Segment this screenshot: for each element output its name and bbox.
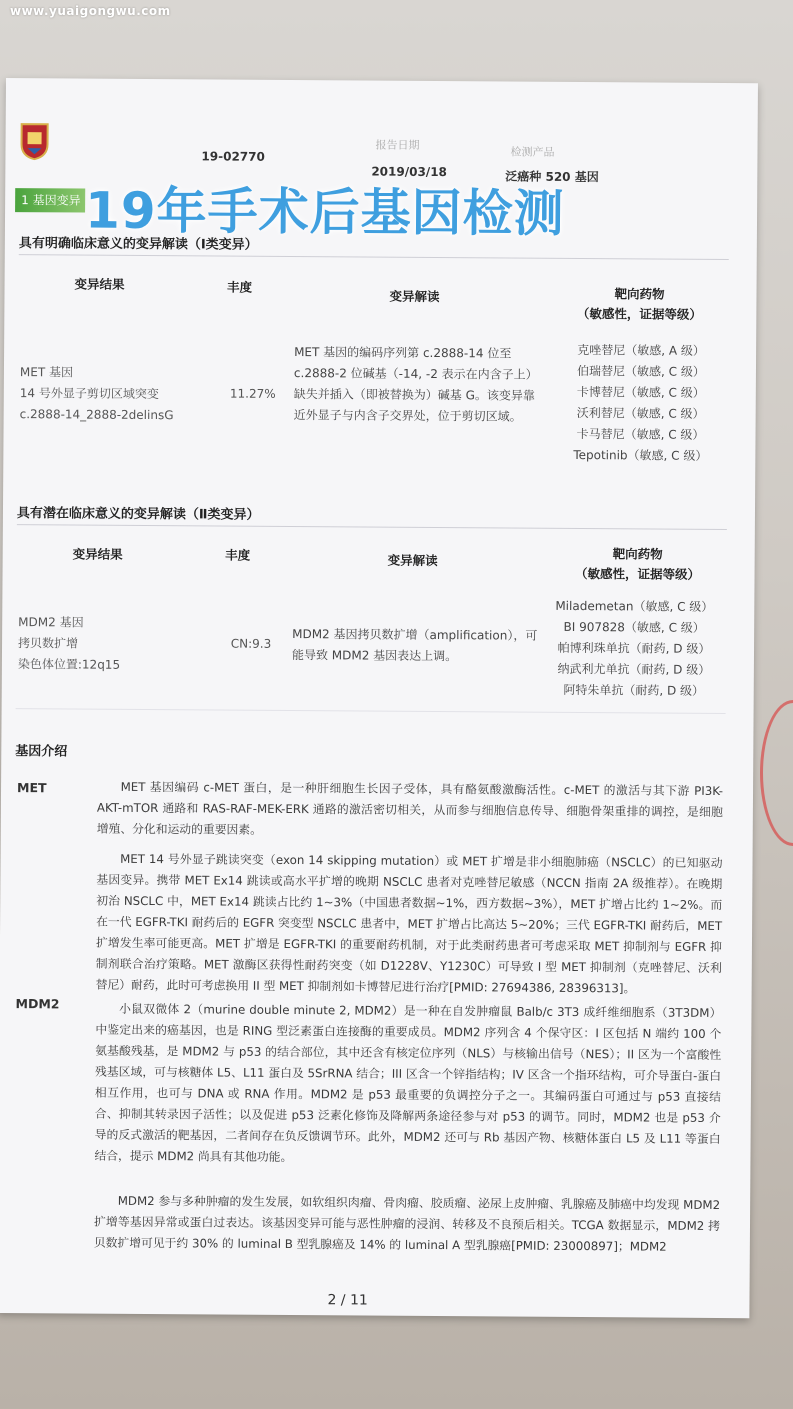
met-paragraph-1: MET 基因编码 c-MET 蛋白，是一种肝细胞生长因子受体，具有酪氨酸激酶活性。c-MET 的激活与其下游 PI3K-AKT-mTOR 通路和 RAS-RAF-MEK-ERK 通路的激活密切相关，从而参与细胞信息传导、细胞骨架重排的调控，是细胞增殖、分化和运动的重要因素。	[96, 779, 724, 837]
gene-label-mdm2: MDM2	[15, 996, 60, 1012]
result-line: MET 基因	[19, 365, 74, 380]
mdm2-paragraph-1: 小鼠双微体 2（murine double minute 2, MDM2）是一种在自发肿瘤鼠 Balb/c 3T3 成纤维细胞系（3T3DM）中鉴定出来的癌基因，也是 RING 型泛素蛋白连接酶的重要成员。MDM2 序列含 4 个保守区：I 区包括 N 端约 100 个氨基酸残基，是 MDM2 与 p53 的结合部位，其中还含有核定位序列（NLS）与核输出信号（NES）；II 区为一个富酸性残基区域，可与核糖体 L5、L11 蛋白及 5SrRNA 结合；III 区含一个锌指结构；IV 区含一个指环结构，可介导蛋白-蛋白相互作用，也可与 DNA 或 RNA 作用。MDM2 是 p53 最重要的负调控分子之一。其编码蛋白可通过与 p53 直接结合、抑制其转录因子活性；以及促进 p53 泛素化修饰及降解两条途径参与对 p53 的调节。同时，MDM2 也是 p53 介导的反式激活的靶基因，二者间存在负反馈调节环。此外，MDM2 还可与 Rb 基因产物、核糖体蛋白 L5 及 L11 等蛋白结合，提示 MDM2 尚具有其他功能。	[94, 1001, 722, 1165]
site-watermark: www.yuaigongwu.com	[10, 4, 171, 18]
overlay-title: 19年手术后基因检测	[84, 181, 565, 243]
class1-interpretation: MET 基因的编码序列第 c.2888-14 位至 c.2888-2 位碱基（-14, -2 表示在内含子上）缺失并插入（即被替换为）碱基 G。该变异靠近外显子与内含子交界处，位于剪切区域。	[293, 345, 538, 424]
result-line: MDM2 基因	[18, 615, 84, 630]
drug-item: 克唑替尼（敏感, A 级）	[577, 342, 705, 358]
gene-label-met: MET	[16, 780, 47, 796]
product-name: 泛癌种 520 基因	[505, 169, 599, 185]
hospital-logo-icon	[19, 122, 49, 160]
drug-item: BI 907828（敏感, C 级）	[563, 619, 705, 635]
result-line: 14 号外显子剪切区域突变	[19, 386, 159, 402]
result-line: 拷贝数扩增	[18, 636, 79, 651]
col-result-header: 变异结果	[72, 546, 123, 562]
result-line: 染色体位置:12q15	[17, 657, 121, 672]
class1-result	[20, 362, 210, 426]
class2-drug-list	[544, 596, 725, 702]
class1-abundance: 11.27%	[229, 386, 276, 401]
class2-abundance: CN:9.3	[230, 636, 272, 651]
class2-interpretation: MDM2 基因拷贝数扩增（amplification），可能导致 MDM2 基因表达上调。	[291, 627, 538, 664]
met-paragraph-2: MET 14 号外显子跳读突变（exon 14 skipping mutation）或 MET 扩增是非小细胞肺癌（NSCLC）的已知驱动基因变异。携带 MET Ex14 跳读或高水平扩增的晚期 NSCLC 患者对克唑替尼敏感（NCCN 指南 2A 级推荐）。在晚期初治 NSCLC 中，MET Ex14 跳读占比约 1~3%（中国患者数据~1%，西方数据~3%），MET 扩增占比约 1~2%。而在一代 EGFR-TKI 耐药后的 EGFR 突变型 NSCLC 患者中，MET 扩增占比高达 5~20%；三代 EGFR-TKI 耐药后，MET 扩增发生率可能更高。MET 扩增是 EGFR-TKI 的重要耐药机制，对于此类耐药患者可考虑采取 MET 抑制剂与 EGFR 抑制剂联合治疗策略。MET 激酶区获得性耐药突变（如 D1228V、Y1230C）可导致 I 型 MET 抑制剂（克唑替尼、沃利替尼）耐药，此时可考虑换用 II 型 MET 抑制剂如卡博替尼进行治疗[PMID: 27694386, 28396313]。	[95, 851, 723, 996]
result-line: c.2888-14_2888-2delinsG	[19, 407, 174, 423]
page-number: 2 / 11	[327, 1292, 368, 1309]
class1-heading: 具有明确临床意义的变异解读（Ⅰ类变异）	[18, 236, 258, 253]
col-drugs-subheader: （敏感性，证据等级）	[576, 305, 702, 322]
col-interpretation-header: 变异解读	[387, 552, 438, 569]
report-page	[0, 78, 758, 1318]
seal-stamp-icon	[760, 700, 793, 846]
divider	[17, 524, 727, 530]
class2-heading: 具有潜在临床意义的变异解读（Ⅱ类变异）	[16, 506, 260, 523]
drug-item: 沃利替尼（敏感, C 级）	[576, 405, 705, 421]
drug-item: 卡马替尼（敏感, C 级）	[576, 426, 705, 442]
col-abundance-header: 丰度	[226, 279, 253, 295]
drug-item: Tepotinib（敏感, C 级）	[573, 447, 708, 463]
section-label: 1 基因变异	[15, 188, 85, 212]
drug-item: Milademetan（敏感, C 级）	[555, 598, 714, 614]
intro-heading: 基因介绍	[15, 744, 68, 760]
col-drugs-subheader: （敏感性，证据等级）	[574, 565, 701, 582]
class2-result	[18, 612, 208, 676]
faint-date-label: 报告日期	[375, 138, 420, 152]
class1-drug-list	[555, 340, 726, 467]
col-interpretation-header: 变异解读	[389, 288, 440, 305]
faint-product-label: 检测产品	[510, 145, 555, 159]
drug-item: 伯瑞替尼（敏感, C 级）	[576, 363, 705, 379]
drug-item: 纳武利尤单抗（耐药, D 级）	[557, 661, 711, 677]
drug-item: 帕博利珠单抗（耐药, D 级）	[557, 640, 711, 656]
col-result-header: 变异结果	[74, 276, 125, 292]
report-date: 2019/03/18	[371, 164, 447, 180]
mdm2-paragraph-2: MDM2 参与多种肿瘤的发生发展，如软组织肉瘤、骨肉瘤、胶质瘤、泌尿上皮肿瘤、乳腺癌及肺癌中均发现 MDM2 扩增等基因异常或蛋白过表达。该基因变异可能与恶性肿瘤的浸润、转移及不良预后相关。TCGA 数据显示，MDM2 拷贝数扩增可见于约 30% 的 luminal B 型乳腺癌及 14% 的 luminal A 型乳腺癌[PMID: 23000897]；MDM2	[93, 1193, 721, 1254]
col-drugs-header: 靶向药物	[614, 286, 665, 302]
report-code: 19-02770	[201, 149, 265, 164]
drug-item: 阿特朱单抗（耐药, D 级）	[563, 682, 705, 698]
col-abundance-header: 丰度	[225, 547, 251, 563]
divider	[16, 708, 726, 714]
divider	[19, 254, 729, 260]
col-drugs-header: 靶向药物	[612, 546, 663, 562]
drug-item: 卡博替尼（敏感, C 级）	[576, 384, 705, 400]
